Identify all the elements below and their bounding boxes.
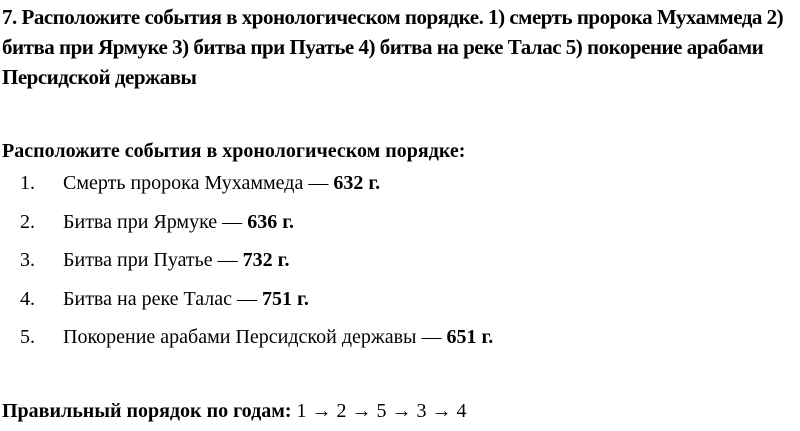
item-event: Битва при Пуатье — bbox=[63, 249, 243, 271]
item-number: 1. bbox=[20, 172, 35, 194]
item-year: 651 г. bbox=[446, 326, 494, 348]
item-year: 632 г. bbox=[333, 172, 381, 194]
answer-value: 1 → 2 → 5 → 3 → 4 bbox=[291, 400, 467, 422]
question-text: 7. Расположите события в хронологическом порядке. 1) смерть пророка Мухаммеда 2) битва при Ярмуке 3) битва при Пуатье 4) битва на реке Талас 5) покорение арабами Персидской державы bbox=[2, 5, 784, 89]
item-event: Покорение арабами Персидской державы — bbox=[63, 326, 447, 348]
item-number: 3. bbox=[20, 249, 35, 271]
item-number: 4. bbox=[20, 287, 35, 310]
item-number: 2. bbox=[20, 210, 35, 233]
item-event: Битва при Ярмуке — bbox=[63, 210, 248, 233]
subheading: Расположите события в хронологическом порядке: bbox=[2, 140, 466, 162]
item-event: Смерть пророка Мухаммеда — bbox=[63, 172, 334, 194]
answer-line bbox=[2, 400, 467, 423]
item-year: 751 г. bbox=[262, 287, 309, 310]
item-year: 636 г. bbox=[247, 210, 295, 233]
item-number: 5. bbox=[20, 326, 35, 348]
answer-label: Правильный порядок по годам: bbox=[2, 400, 292, 422]
item-year: 732 г. bbox=[242, 249, 290, 271]
item-event: Битва на реке Талас — bbox=[63, 287, 263, 310]
